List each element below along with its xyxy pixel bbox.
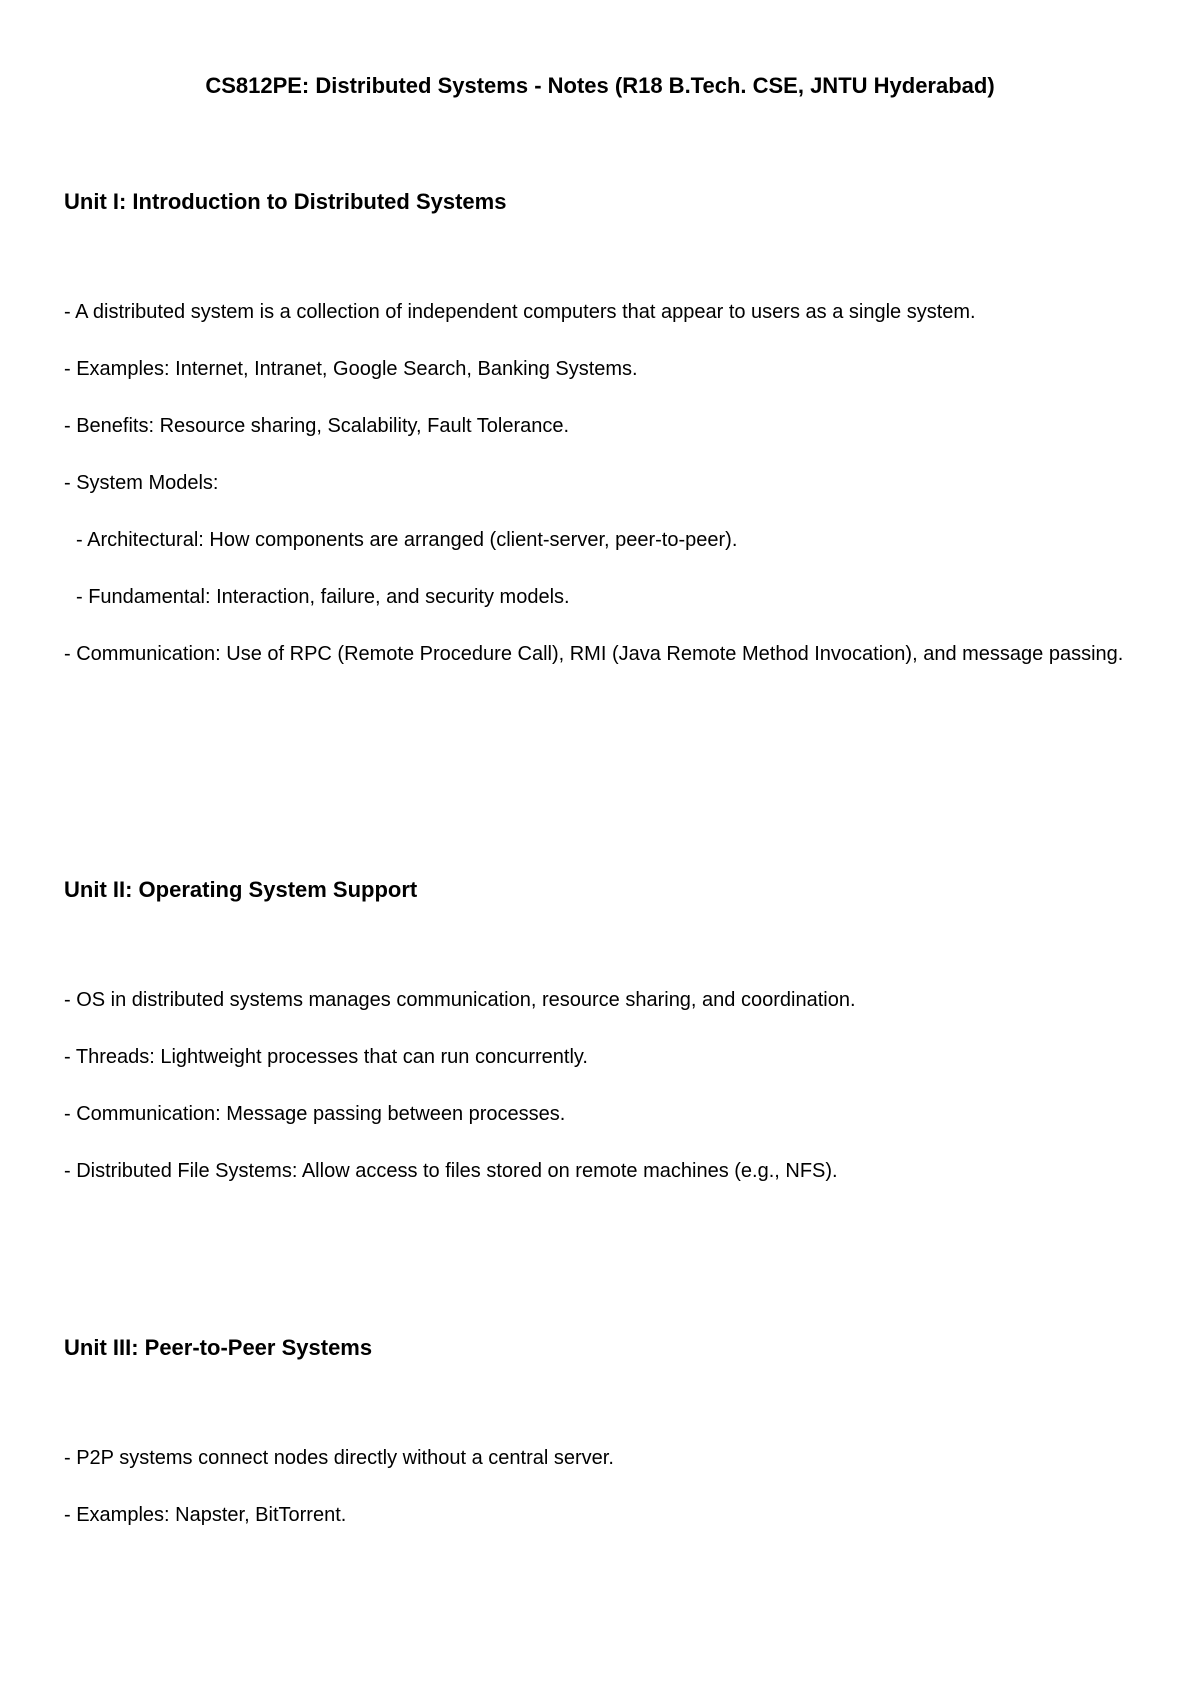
list-item: - Examples: Internet, Intranet, Google Search, Banking Systems. xyxy=(64,358,638,380)
list-item: - Benefits: Resource sharing, Scalability, Fault Tolerance. xyxy=(64,415,570,437)
unit-3-bullet-list xyxy=(64,1444,1146,1530)
list-item-indented: - Fundamental: Interaction, failure, and security models. xyxy=(76,586,570,608)
list-item: - Distributed File Systems: Allow access to files stored on remote machines (e.g., NFS). xyxy=(64,1160,838,1182)
list-item: - Communication: Use of RPC (Remote Procedure Call), RMI (Java Remote Method Invocation), and message passing. xyxy=(64,643,1124,665)
unit-3-heading: Unit III: Peer-to-Peer Systems xyxy=(64,1335,373,1360)
unit-1-heading: Unit I: Introduction to Distributed Systems xyxy=(64,189,507,214)
list-item: - A distributed system is a collection of independent computers that appear to users as a single system. xyxy=(64,301,976,323)
list-item: - OS in distributed systems manages communication, resource sharing, and coordination. xyxy=(64,989,856,1011)
list-item: - System Models: xyxy=(64,472,219,494)
list-item: - Communication: Message passing between processes. xyxy=(64,1103,566,1125)
unit-1-section xyxy=(64,188,1146,683)
document-title: CS812PE: Distributed Systems - Notes (R18 B.Tech. CSE, JNTU Hyderabad) xyxy=(205,73,995,98)
unit-2-heading: Unit II: Operating System Support xyxy=(64,877,418,902)
list-item: - Examples: Napster, BitTorrent. xyxy=(64,1504,347,1526)
unit-3-section xyxy=(64,1334,1146,1530)
list-item: - Threads: Lightweight processes that can run concurrently. xyxy=(64,1046,588,1068)
unit-2-section xyxy=(64,876,1146,1186)
unit-2-bullet-list xyxy=(64,986,1146,1186)
unit-1-bullet-list xyxy=(64,298,1146,683)
list-item-indented: - Architectural: How components are arranged (client-server, peer-to-peer). xyxy=(76,529,738,551)
list-item: - P2P systems connect nodes directly without a central server. xyxy=(64,1447,614,1469)
